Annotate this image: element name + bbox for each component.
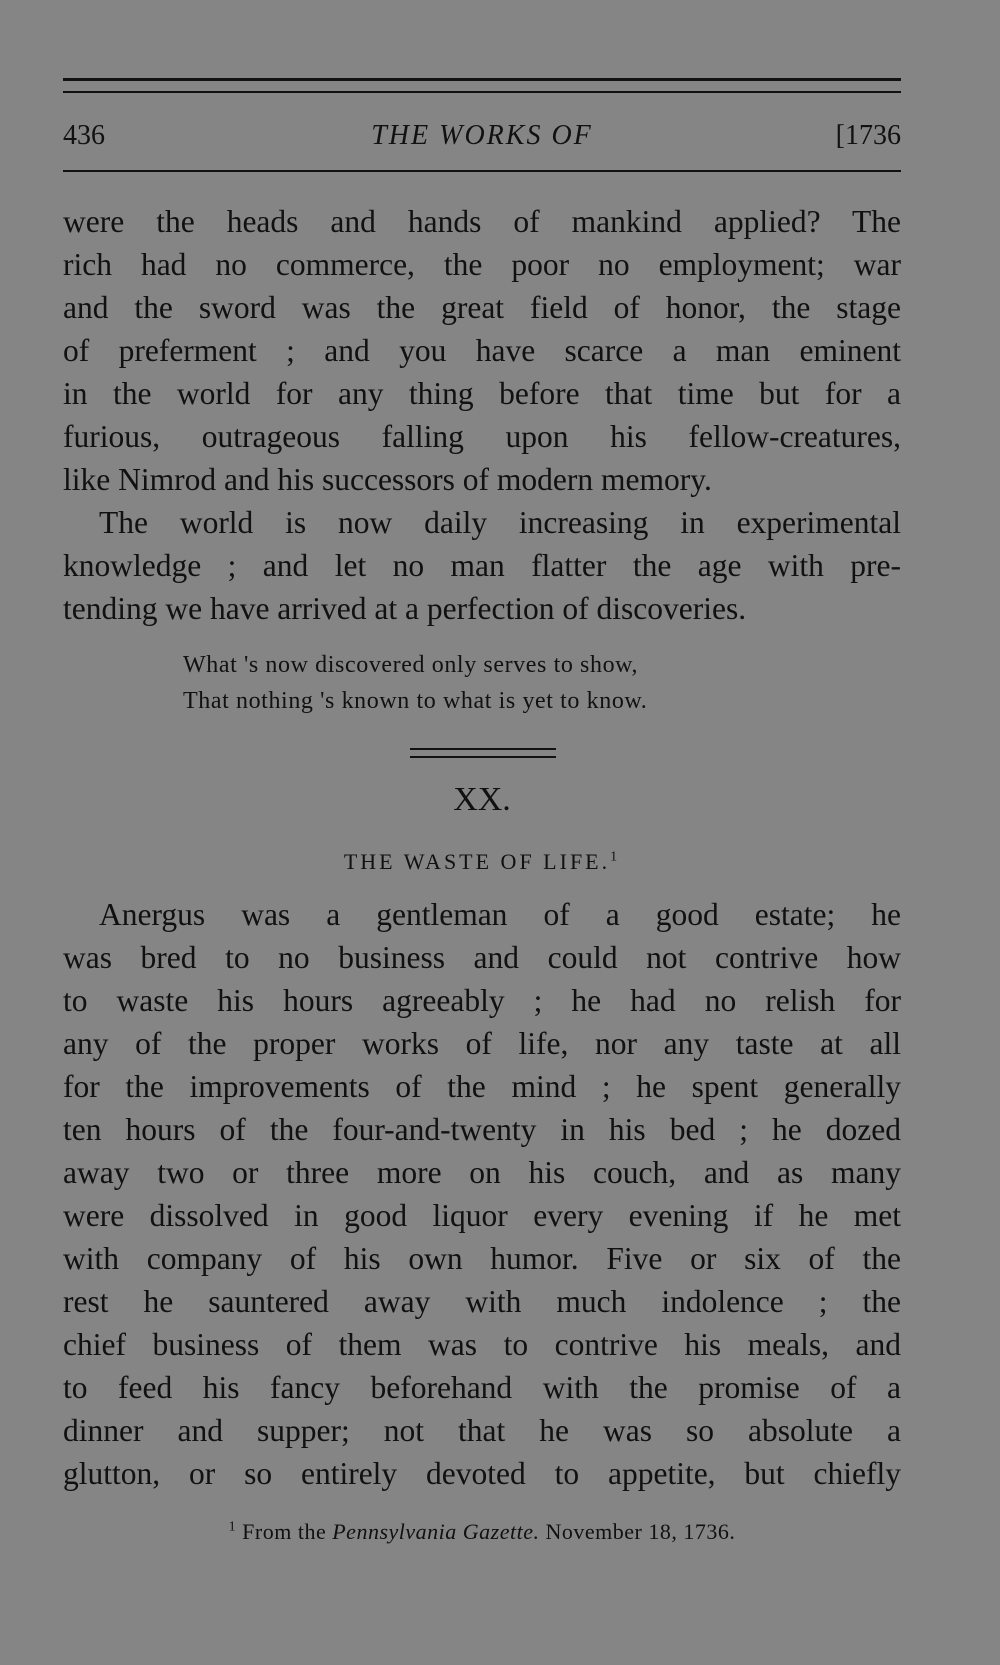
- text-line: were dissolved in good liquor every evening if he met: [63, 1198, 901, 1233]
- top-rule: [63, 78, 901, 81]
- text-line: The world is now daily increasing in experimental: [99, 505, 901, 540]
- text-line: was bred to no business and could not contrive how: [63, 940, 901, 975]
- section-divider: [410, 748, 556, 750]
- section-title-text: THE WASTE OF LIFE.: [343, 849, 611, 874]
- running-year: [1736: [835, 120, 901, 151]
- text-line: any of the proper works of life, nor any taste at all: [63, 1026, 901, 1061]
- text-line: like Nimrod and his successors of modern memory.: [63, 462, 712, 497]
- section-number: XX.: [453, 781, 511, 818]
- text-line: tending we have arrived at a perfection of discoveries.: [63, 591, 747, 626]
- text-line: rich had no commerce, the poor no employment; war: [63, 247, 901, 282]
- section-divider-thin: [410, 756, 556, 758]
- top-rule-thin: [63, 91, 901, 93]
- text-line: and the sword was the great field of honor, the stage: [63, 290, 901, 325]
- footnote-prefix: From the: [242, 1519, 327, 1544]
- text-line: to feed his fancy beforehand with the promise of a: [63, 1370, 901, 1405]
- text-line: to waste his hours agreeably ; he had no relish for: [63, 983, 901, 1018]
- verse-line: That nothing 's known to what is yet to know.: [183, 688, 648, 714]
- running-title: THE WORKS OF: [371, 120, 593, 151]
- text-line: of preferment ; and you have scarce a man eminent: [63, 333, 901, 368]
- footnote-date: November 18, 1736.: [545, 1519, 736, 1544]
- text-line: for the improvements of the mind ; he spent generally: [63, 1069, 901, 1104]
- text-line: in the world for any thing before that time but for a: [63, 376, 901, 411]
- text-line: with company of his own humor. Five or six of the: [63, 1241, 901, 1276]
- page-number: 436: [63, 120, 105, 151]
- footnote: [63, 1516, 901, 1548]
- text-line: Anergus was a gentleman of a good estate; he: [99, 897, 901, 932]
- section-title: [63, 845, 901, 879]
- header-rule: [63, 170, 901, 172]
- text-line: dinner and supper; not that he was so absolute a: [63, 1413, 901, 1448]
- text-line: knowledge ; and let no man flatter the age with pre-: [63, 548, 901, 583]
- footnote-mark: 1: [228, 1519, 237, 1535]
- footnote-reference: 1: [610, 849, 621, 865]
- footnote-source: Pennsylvania Gazette.: [332, 1519, 540, 1544]
- book-page: [63, 0, 901, 1665]
- text-line: were the heads and hands of mankind applied? The: [63, 204, 901, 239]
- text-line: chief business of them was to contrive his meals, and: [63, 1327, 901, 1362]
- text-line: ten hours of the four-and-twenty in his bed ; he dozed: [63, 1112, 901, 1147]
- text-line: away two or three more on his couch, and as many: [63, 1155, 901, 1190]
- text-line: rest he sauntered away with much indolence ; the: [63, 1284, 901, 1319]
- text-line: furious, outrageous falling upon his fellow-creatures,: [63, 419, 901, 454]
- running-head: [63, 118, 901, 154]
- verse-line: What 's now discovered only serves to show,: [183, 652, 639, 678]
- text-line: glutton, or so entirely devoted to appetite, but chiefly: [63, 1456, 901, 1491]
